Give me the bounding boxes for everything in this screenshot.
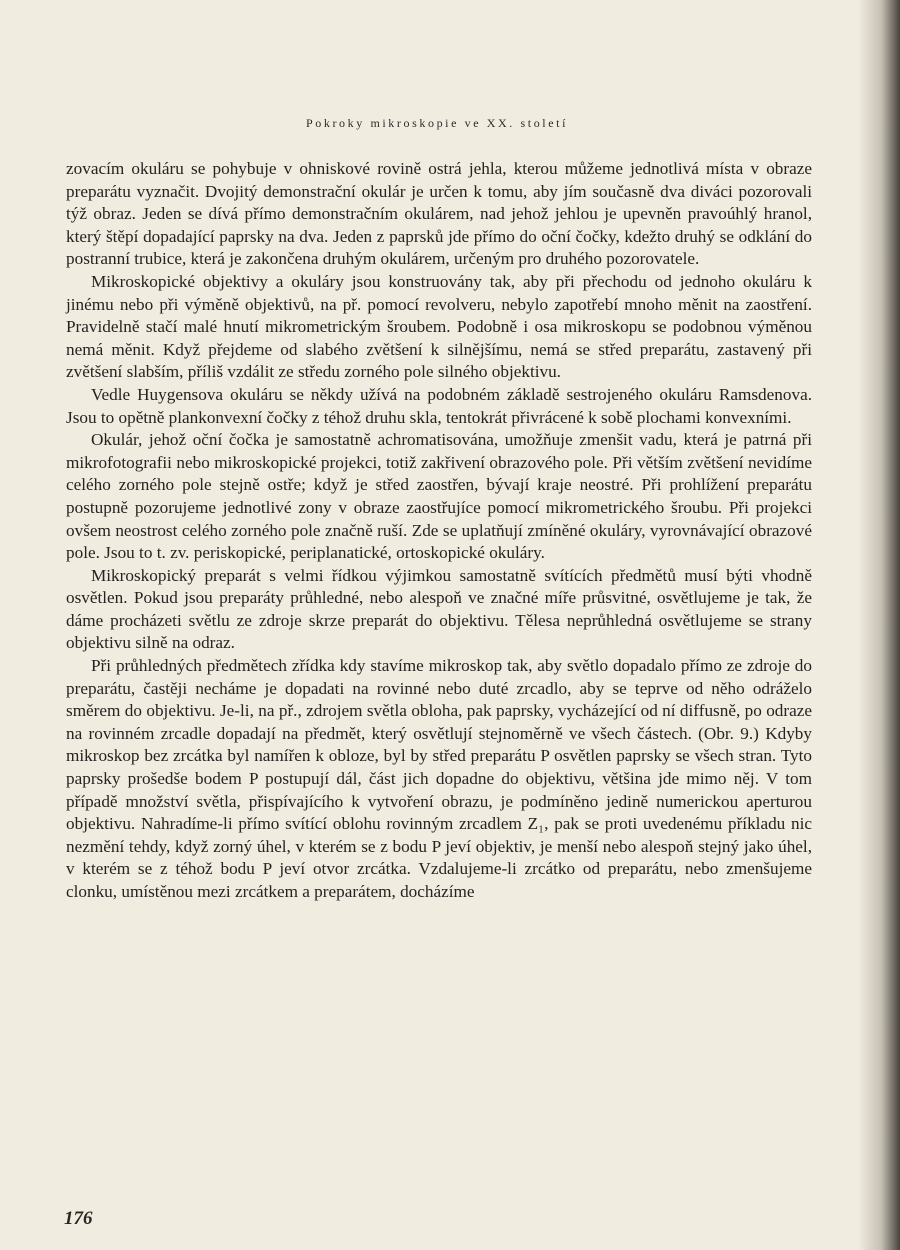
paragraph: Mikroskopické objektivy a okuláry jsou konstruovány tak, aby při přechodu od jednoho okuláru k jinému nebo při výměně objektivů, na př. pomocí revolveru, nebylo zapotřebí mnoho měnit na zaostření. Pravidelně stačí malé hnutí mikrometrickým šroubem. Podobně i osa mikroskopu se podobnou výměnou nemá měnit. Když přejdeme od slabého zvětšení k silnějšímu, nemá se střed preparátu, zastavený při zvětšení slabším, příliš vzdálit ze středu zorného pole silného objektivu.: [66, 271, 812, 382]
paragraph: Mikroskopický preparát s velmi řídkou výjimkou samostatně svítících předmětů musí býti vhodně osvětlen. Pokud jsou preparáty průhledné, nebo alespoň ve značné míře průsvitné, osvětlujeme je tak, že dáme procházeti světlu ze zdroje skrze preparát do objektivu. Tělesa neprůhledná osvětlujeme se strany objektivu silně na odraz.: [66, 565, 812, 653]
paragraph: Vedle Huygensova okuláru se někdy užívá na podobném základě sestrojeného okuláru Ramsdenova. Jsou to opětně plankonvexní čočky z téhož druhu skla, tentokrát přivrácené k sobě plochami konvexními.: [66, 384, 812, 427]
paragraph: zovacím okuláru se pohybuje v ohniskové rovině ostrá jehla, kterou můžeme jednotlivá místa v obraze preparátu vyznačit. Dvojitý demonstrační okulár je určen k tomu, aby jím současně dva diváci pozorovali týž obraz. Jeden se dívá přímo demonstračním okulárem, nad jehož jehlou je upevněn pravoúhlý hranol, který štěpí dopadající paprsky na dva. Jeden z paprsků jde přímo do oční čočky, kdežto druhý se odklání do postranní trubice, která je zakončena druhým okulárem, určeným pro druhého pozorovatele.: [66, 159, 812, 269]
paragraph: Okulár, jehož oční čočka je samostatně achromatisována, umožňuje zmenšit vadu, která je patrná při mikrofotografii nebo mikroskopické projekci, totiž zakřivení obrazového pole. Při větším zvětšení nevidíme celého zorného pole stejně ostře; když je střed zaostřen, bývají kraje neostré. Při prohlížení preparátu postupně pozorujeme jednotlivé zony v obraze zaostřujíce pomocí mikrometrického šroubu. Při projekci ovšem neostrost celého zorného pole značně ruší. Zde se uplatňují zmíněné okuláry, vyrovnávající obrazové pole. Jsou to t. zv. periskopické, periplanatické, ortoskopické okuláry.: [66, 430, 812, 563]
page-number: 176: [64, 1208, 93, 1229]
page-edge-shadow: [858, 0, 900, 1250]
body-text: [66, 158, 812, 904]
paragraph: Při průhledných předmětech zřídka kdy stavíme mikroskop tak, aby světlo dopadalo přímo ze zdroje do preparátu, častěji necháme je dopadati na rovinné nebo duté zrcadlo, aby se teprve od něho odráželo směrem do objektivu. Je-li, na př., zdrojem světla obloha, pak paprsky, vycházející od ní diffusně, po odraze na rovinném zrcadle dopadají na předmět, který osvětlují stejnoměrně ve všech částech. (Obr. 9.) Kdyby mikroskop bez zrcátka byl namířen k obloze, byl by střed preparátu P osvětlen paprsky se všech stran. Tyto paprsky prošedše bodem P postupují dál, část jich dopadne do objektivu, většina jde mimo něj. V tom případě množství světla, přispívajícího k vytvoření obrazu, je podmíněno jedině numerickou aperturou objektivu. Nahradíme-li přímo svítící oblohu rovinným zrcadlem Z₁, pak se proti uvedenému příkladu nic nezmění tehdy, když zorný úhel, v kterém se z bodu P jeví objektiv, je menší nebo alespoň stejný jako úhel, v kterém se z téhož bodu P jeví otvor zrcátka. Vzdalujeme-li zrcátko od preparátu, nebo zmenšujeme clonku, umístěnou mezi zrcátkem a preparátem, docházíme: [66, 656, 812, 901]
running-header: Pokroky mikroskopie ve XX. století: [305, 116, 569, 130]
